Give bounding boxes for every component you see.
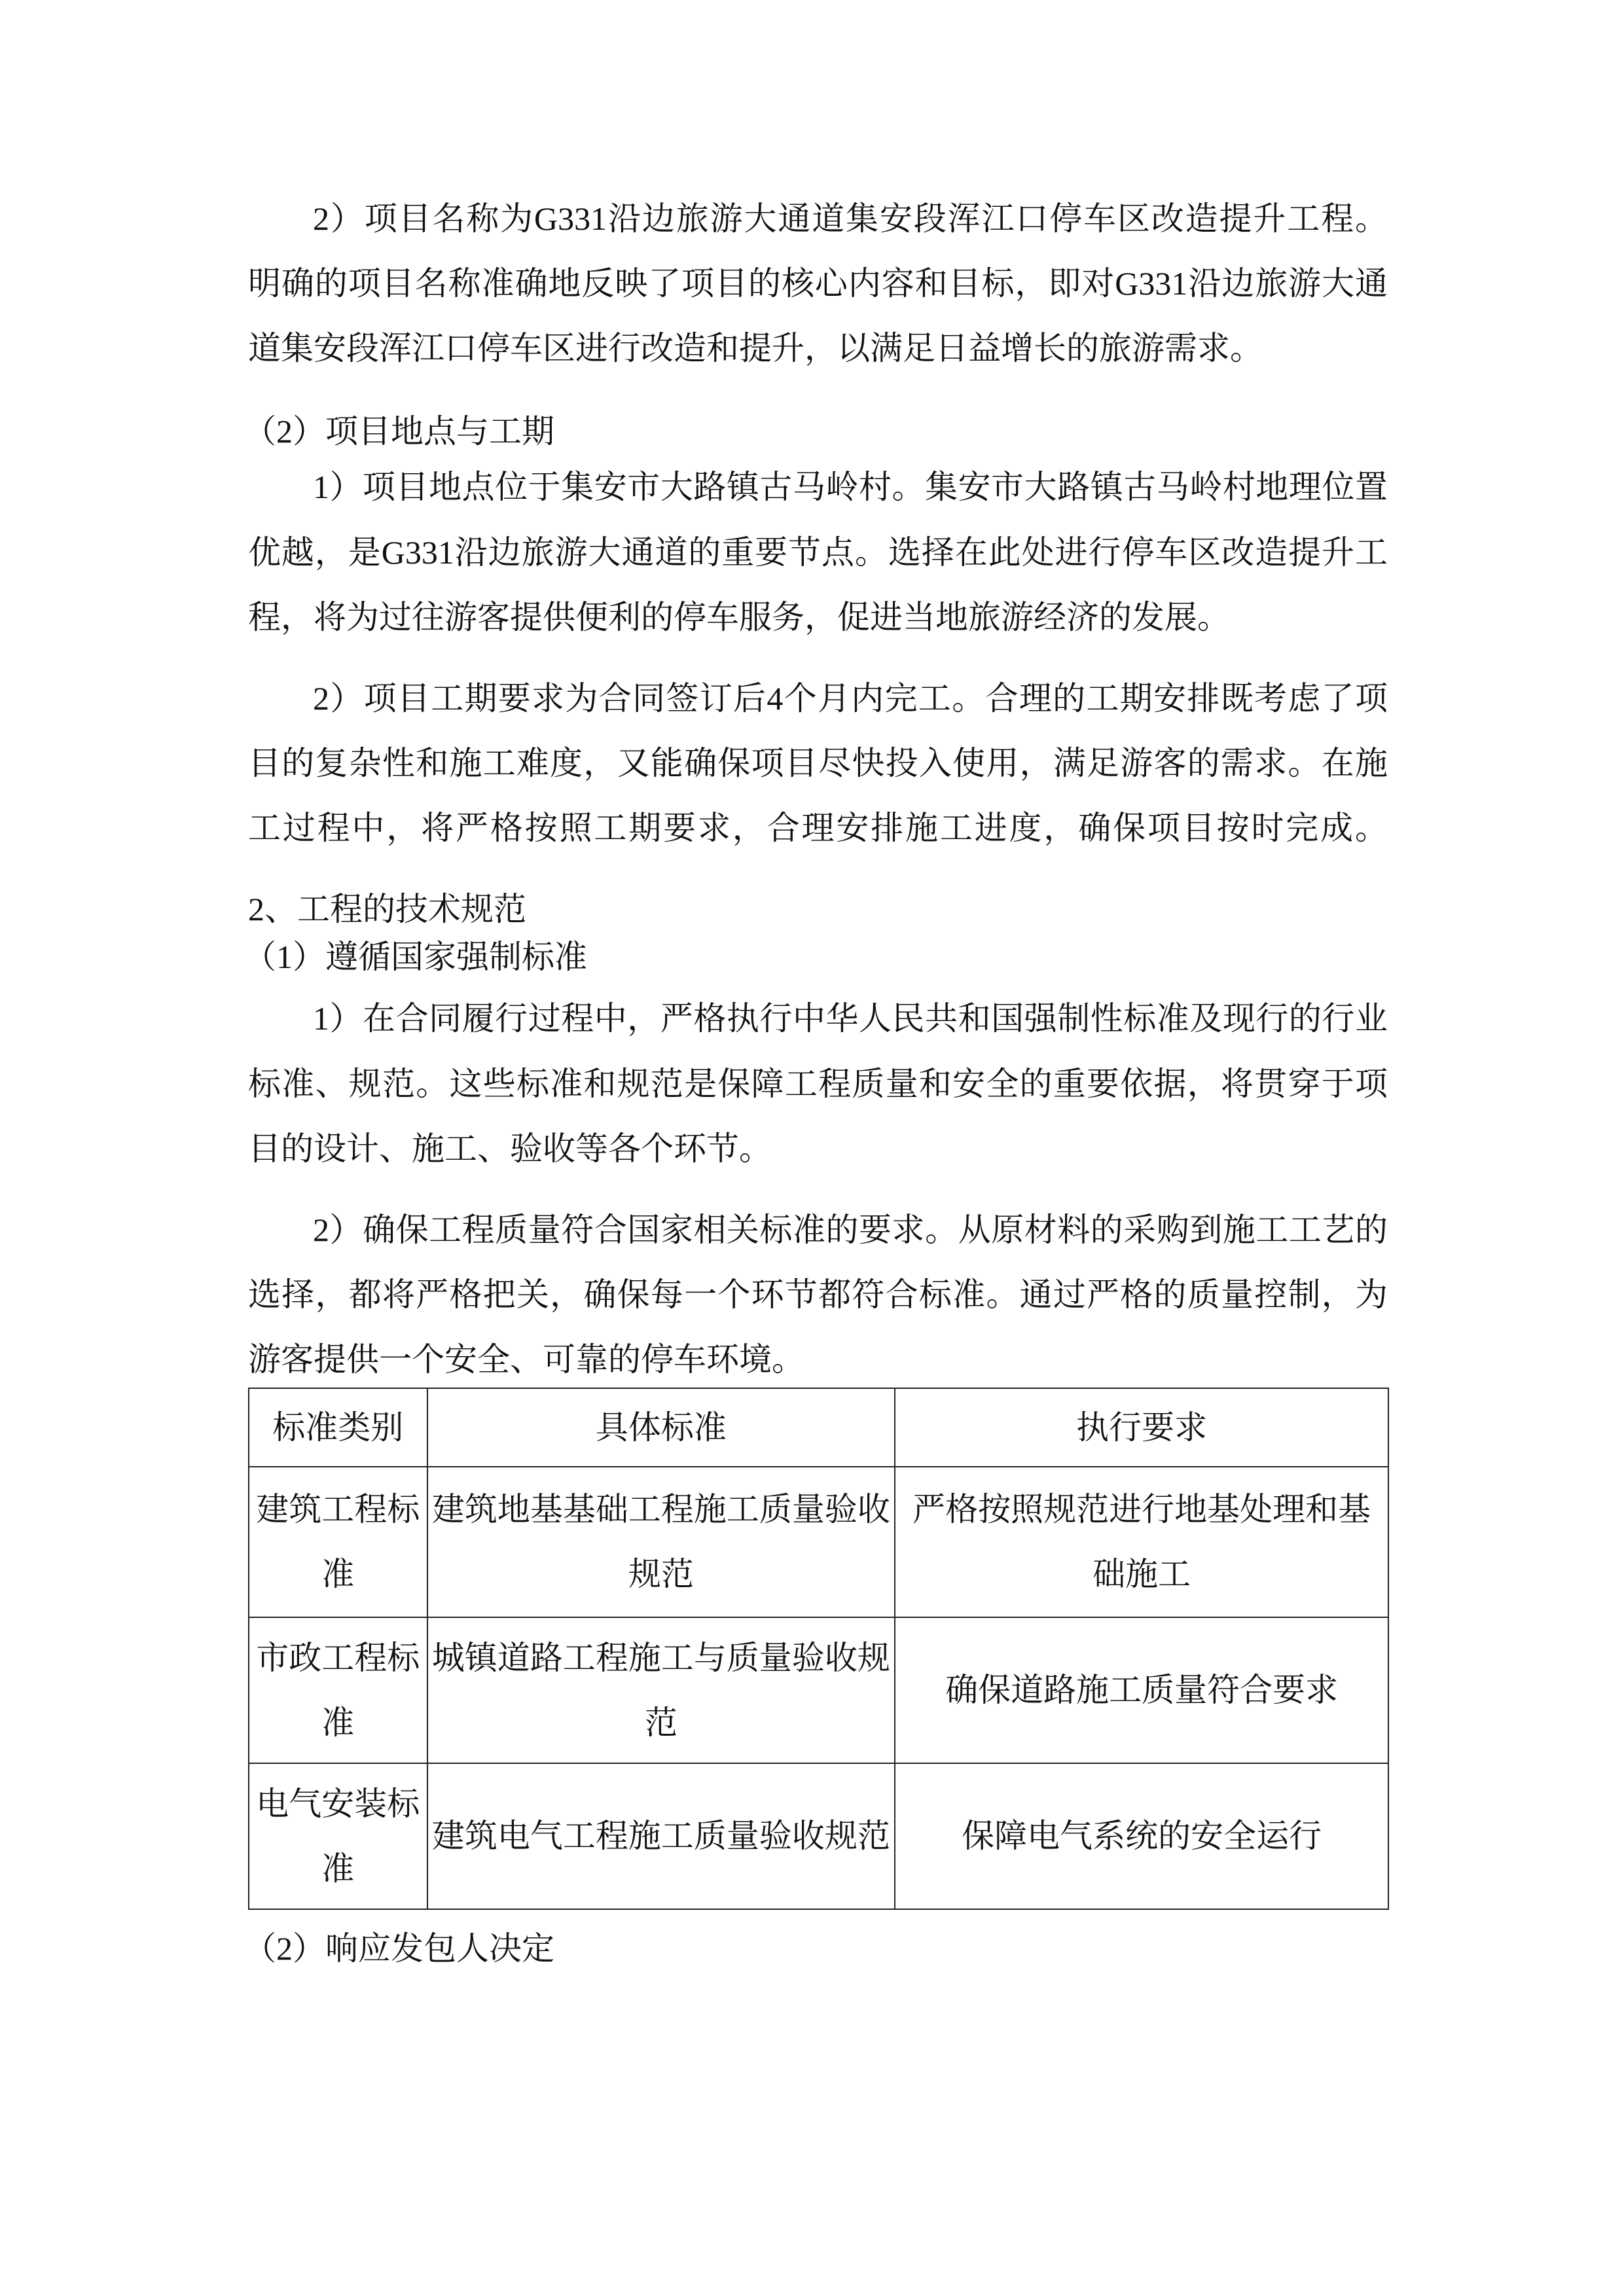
standards-table — [248, 1388, 1389, 1910]
cell-text: 础施工 — [1092, 1556, 1191, 1592]
cell-text: 具体标准 — [595, 1408, 727, 1446]
paragraph-line: 目的设计、施工、验收等各个环节。 — [248, 1130, 772, 1167]
table-cell — [249, 1467, 427, 1617]
table-cell — [249, 1763, 427, 1909]
cell-text: 确保道路施工质量符合要求 — [945, 1672, 1339, 1708]
cell-text: 准 — [321, 1704, 355, 1741]
paragraph-line: 目的复杂性和施工难度，又能确保项目尽快投入使用，满足游客的需求。在施 — [248, 745, 1388, 781]
section-title: 2、工程的技术规范 — [248, 891, 526, 927]
table-row — [249, 1617, 1388, 1763]
table-cell — [249, 1617, 427, 1763]
table-cell — [895, 1617, 1388, 1763]
cell-text: 建筑工程标 — [256, 1491, 420, 1528]
paragraph-line: 工过程中，将严格按照工期要求，合理安排施工进度，确保项目按时完成。 — [248, 810, 1388, 846]
cell-text: 建筑地基基础工程施工质量验收 — [431, 1491, 890, 1528]
table-cell — [427, 1617, 895, 1763]
cell-text: 规范 — [628, 1556, 694, 1592]
cell-text: 市政工程标 — [256, 1639, 420, 1676]
cell-text: 城镇道路工程施工与质量验收规 — [431, 1639, 890, 1676]
table-cell — [895, 1467, 1388, 1617]
cell-text: 范 — [644, 1704, 677, 1741]
section-heading: （2）项目地点与工期 — [244, 413, 554, 450]
table-cell — [427, 1467, 895, 1617]
cell-text: 建筑电气工程施工质量验收规范 — [431, 1818, 890, 1854]
paragraph-line: 2）项目名称为G331沿边旅游大通道集安段浑江口停车区改造提升工程。 — [313, 200, 1388, 237]
paragraph-line: 明确的项目名称准确地反映了项目的核心内容和目标，即对G331沿边旅游大通 — [248, 265, 1388, 302]
paragraph-line: 程，将为过往游客提供便利的停车服务，促进当地旅游经济的发展。 — [248, 599, 1230, 636]
cell-text: 执行要求 — [1076, 1408, 1208, 1446]
paragraph-line: 道集安段浑江口停车区进行改造和提升，以满足日益增长的旅游需求。 — [248, 330, 1263, 367]
table-cell — [895, 1763, 1388, 1909]
paragraph-line: 1）在合同履行过程中，严格执行中华人民共和国强制性标准及现行的行业 — [313, 1000, 1388, 1037]
table-cell — [427, 1763, 895, 1909]
section-heading: （2）响应发包人决定 — [244, 1930, 554, 1967]
table-header-row — [249, 1388, 1388, 1467]
cell-text: 准 — [321, 1850, 355, 1887]
cell-text: 标准类别 — [272, 1408, 404, 1446]
paragraph-line: 选择，都将严格把关，确保每一个环节都符合标准。通过严格的质量控制，为 — [248, 1276, 1388, 1313]
header-cell — [895, 1388, 1388, 1467]
paragraph-line: 2）项目工期要求为合同签订后4个月内完工。合理的工期安排既考虑了项 — [313, 680, 1388, 717]
cell-text: 保障电气系统的安全运行 — [962, 1818, 1322, 1854]
paragraph-line: 标准、规范。这些标准和规范是保障工程质量和安全的重要依据，将贯穿于项 — [248, 1066, 1388, 1102]
paragraph-line: 2）确保工程质量符合国家相关标准的要求。从原材料的采购到施工工艺的 — [313, 1211, 1388, 1248]
header-cell — [427, 1388, 895, 1467]
header-cell — [249, 1388, 427, 1467]
paragraph-line: 1）项目地点位于集安市大路镇古马岭村。集安市大路镇古马岭村地理位置 — [313, 469, 1388, 505]
paragraph-line: 优越，是G331沿边旅游大通道的重要节点。选择在此处进行停车区改造提升工 — [248, 534, 1388, 571]
table-row — [249, 1467, 1388, 1617]
paragraph-line: 游客提供一个安全、可靠的停车环境。 — [248, 1341, 804, 1378]
section-heading: （1）遵循国家强制标准 — [244, 939, 587, 975]
cell-text: 严格按照规范进行地基处理和基 — [912, 1491, 1371, 1528]
cell-text: 电气安装标 — [256, 1785, 420, 1822]
table-row — [249, 1763, 1388, 1909]
cell-text: 准 — [321, 1556, 355, 1592]
